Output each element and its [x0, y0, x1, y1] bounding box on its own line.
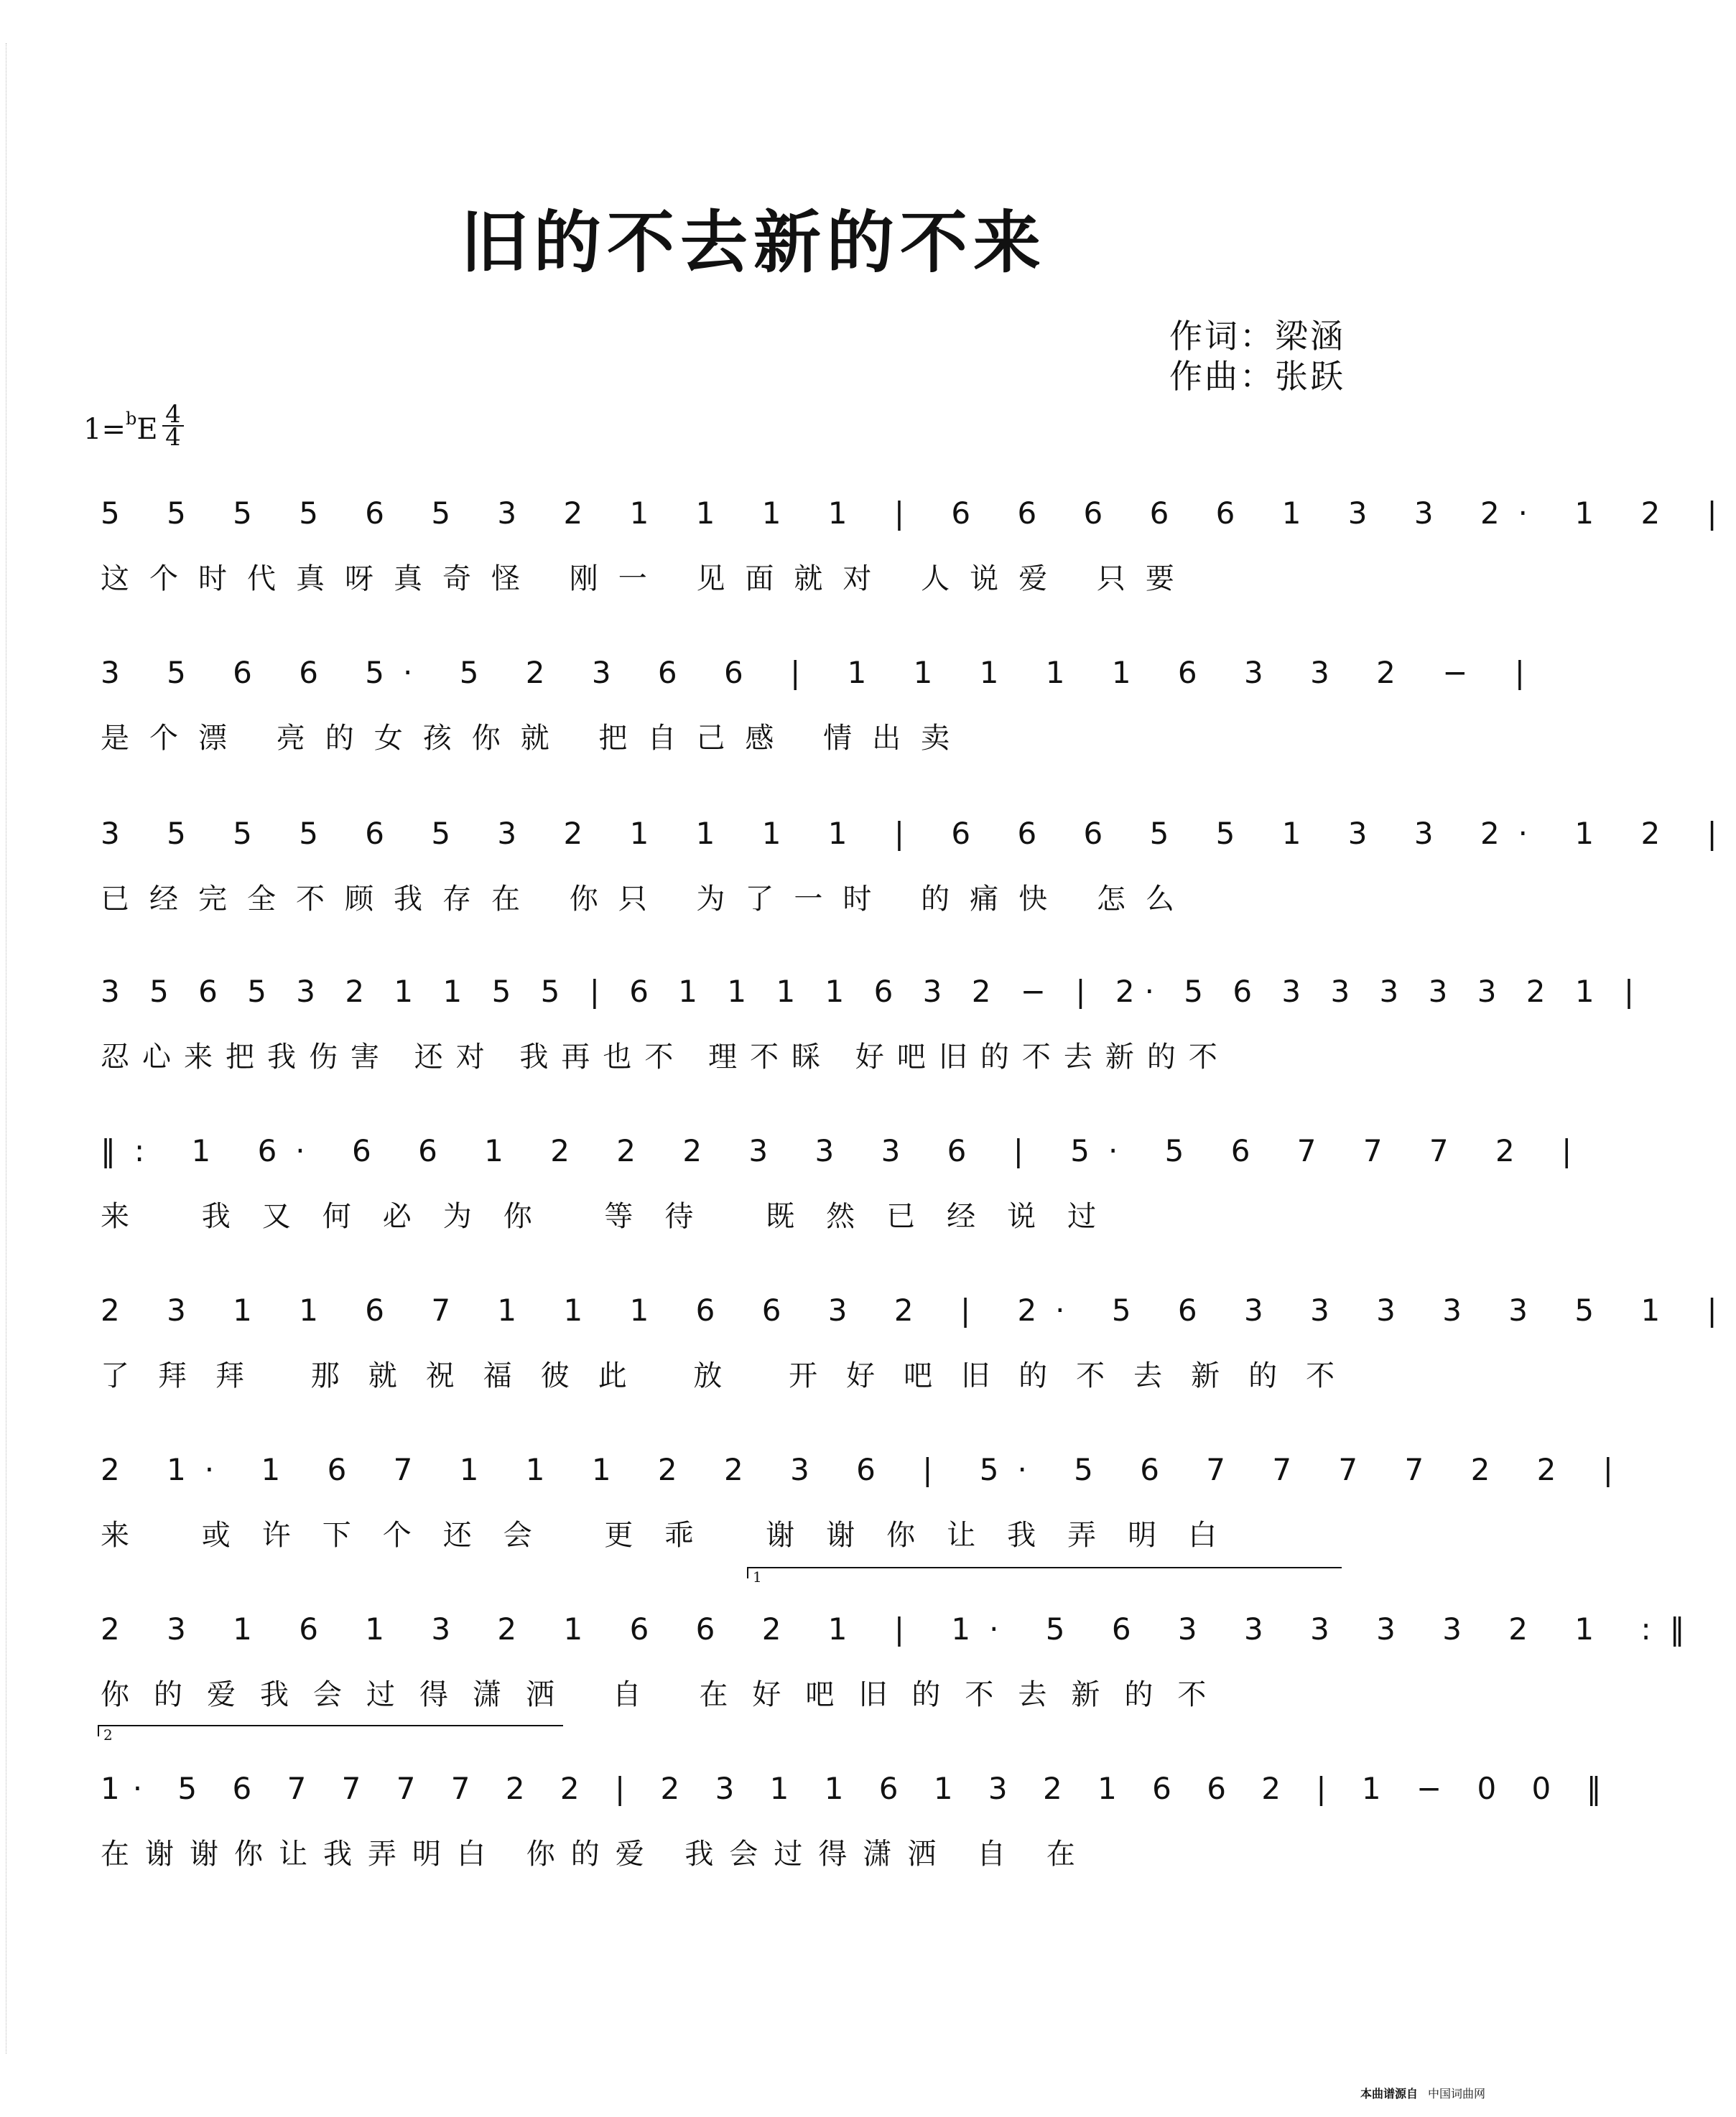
- source-footer: [1360, 2085, 1485, 2101]
- row-lyrics: 已经完全不顾我存在 你只 为了一时 的痛快 怎么: [101, 883, 1194, 916]
- song-title: 旧的不去新的不来: [460, 204, 1046, 282]
- row-notes: 3 5 6 5 3 2 1 1 5 5 | 6 1 1 1 1 6 3 2 − | 2· 5 6 3 3 3 3 3 2 1 |: [101, 974, 1645, 1009]
- row-notes: 2 1· 1 6 7 1 1 1 2 2 3 6 | 5· 5 6 7 7 7 7 2 2 |: [101, 1452, 1632, 1487]
- row-lyrics: 忍心来把我伤害 还对 我再也不 理不睬 好吧旧的不去新的不: [101, 1041, 1230, 1074]
- time-signature: [162, 400, 184, 452]
- row-lyrics: 来 或许下个还会 更乖 谢谢你让我弄明白: [101, 1519, 1249, 1552]
- composer-credit: 作曲：张跃: [1169, 357, 1345, 396]
- meter-bottom: 4: [165, 423, 181, 452]
- row-notes: 2 3 1 1 6 7 1 1 1 6 6 3 2 | 2· 5 6 3 3 3 3 3 5 1 |: [101, 1293, 1736, 1328]
- meter-top: 4: [162, 404, 184, 427]
- row-notes: 3 5 6 6 5· 5 2 3 6 6 | 1 1 1 1 1 6 3 3 2 − |: [101, 655, 1544, 690]
- row-notes: 3 5 5 5 6 5 3 2 1 1 1 1 | 6 6 6 5 5 1 3 3 2· 1 2 |: [101, 816, 1736, 851]
- lyricist-credit: 作词：梁涵: [1169, 317, 1345, 355]
- row-lyrics: 来 我又何必为你 等待 既然已经说过: [101, 1200, 1128, 1233]
- row-lyrics: 了拜拜 那就祝福彼此 放 开好吧旧的不去新的不: [101, 1359, 1364, 1392]
- row-lyrics: 这个时代真呀真奇怪 刚一 见面就对 人说爱 只要: [101, 562, 1194, 595]
- footer-site-name[interactable]: 中国词曲网: [1427, 2087, 1485, 2100]
- row-lyrics: 是个漂 亮的女孩你就 把自己感 情出卖: [101, 722, 970, 755]
- row-notes: ‖: 1 6· 6 6 1 2 2 2 3 3 3 6 | 5· 5 6 7 7 7 2 |: [101, 1133, 1591, 1168]
- volta-second-ending: 2: [98, 1725, 563, 1736]
- key-signature: [83, 409, 158, 446]
- row-lyrics: 在谢谢你让我弄明白 你的爱 我会过得潇洒 自 在: [101, 1838, 1091, 1871]
- key-tonic: E: [136, 413, 158, 446]
- row-lyrics: 你的爱我会过得潇洒 自 在好吧旧的不去新的不: [101, 1678, 1231, 1711]
- row-notes: 2 3 1 6 1 3 2 1 6 6 2 1 | 1· 5 6 3 3 3 3 3 2 1 :‖: [101, 1611, 1704, 1647]
- key-flat: b: [125, 409, 137, 429]
- key-prefix: 1=: [83, 413, 126, 446]
- row-notes: 1· 5 6 7 7 7 7 2 2 | 2 3 1 1 6 1 3 2 1 6 6 2 | 1 − 0 0 ‖: [101, 1771, 1615, 1806]
- volta-first-ending: 1: [747, 1567, 1342, 1578]
- row-notes: 5 5 5 5 6 5 3 2 1 1 1 1 | 6 6 6 6 6 1 3 3 2· 1 2 |: [101, 495, 1736, 531]
- footer-source-label: 本曲谱源自: [1360, 2087, 1418, 2100]
- left-margin-watermark: [6, 43, 12, 2054]
